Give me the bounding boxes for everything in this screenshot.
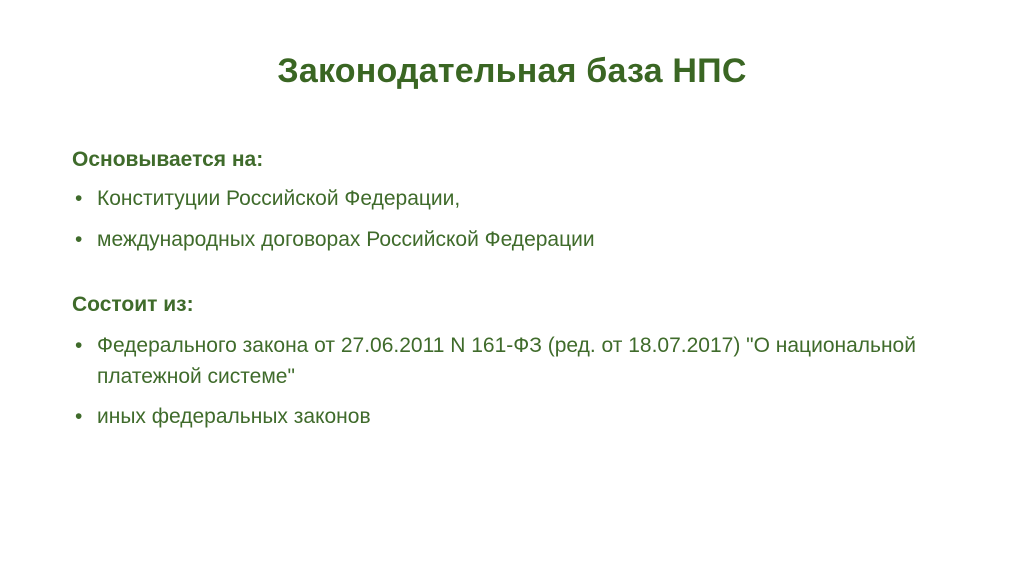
bullet-icon: •: [75, 187, 83, 211]
bullet-list-basis: [72, 183, 972, 254]
page-title: Законодательная база НПС: [277, 52, 747, 90]
content-block-composition: [72, 290, 972, 433]
bullet-list-composition: [72, 330, 972, 432]
list-item: [72, 183, 972, 214]
bullet-icon: •: [75, 227, 83, 251]
list-item-text: Конституции Российской Федерации,: [97, 187, 461, 211]
list-item: [72, 401, 972, 432]
section-heading-composition: Состоит из:: [72, 292, 194, 316]
bullet-icon: •: [75, 334, 83, 358]
section-heading-basis: Основывается на:: [72, 148, 264, 171]
list-item-text: международных договорах Российской Федерации: [97, 227, 595, 251]
list-item-text: иных федеральных законов: [97, 405, 371, 429]
list-item-text: Федерального закона от 27.06.2011 N 161-ФЗ (ред. от 18.07.2017) "О национальной платежной системе": [97, 334, 916, 389]
slide-body: [72, 145, 972, 441]
block-spacer: [72, 264, 972, 290]
list-item: [72, 224, 972, 255]
bullet-icon: •: [75, 405, 83, 429]
list-item: [72, 330, 972, 392]
content-block-basis: [72, 145, 972, 255]
